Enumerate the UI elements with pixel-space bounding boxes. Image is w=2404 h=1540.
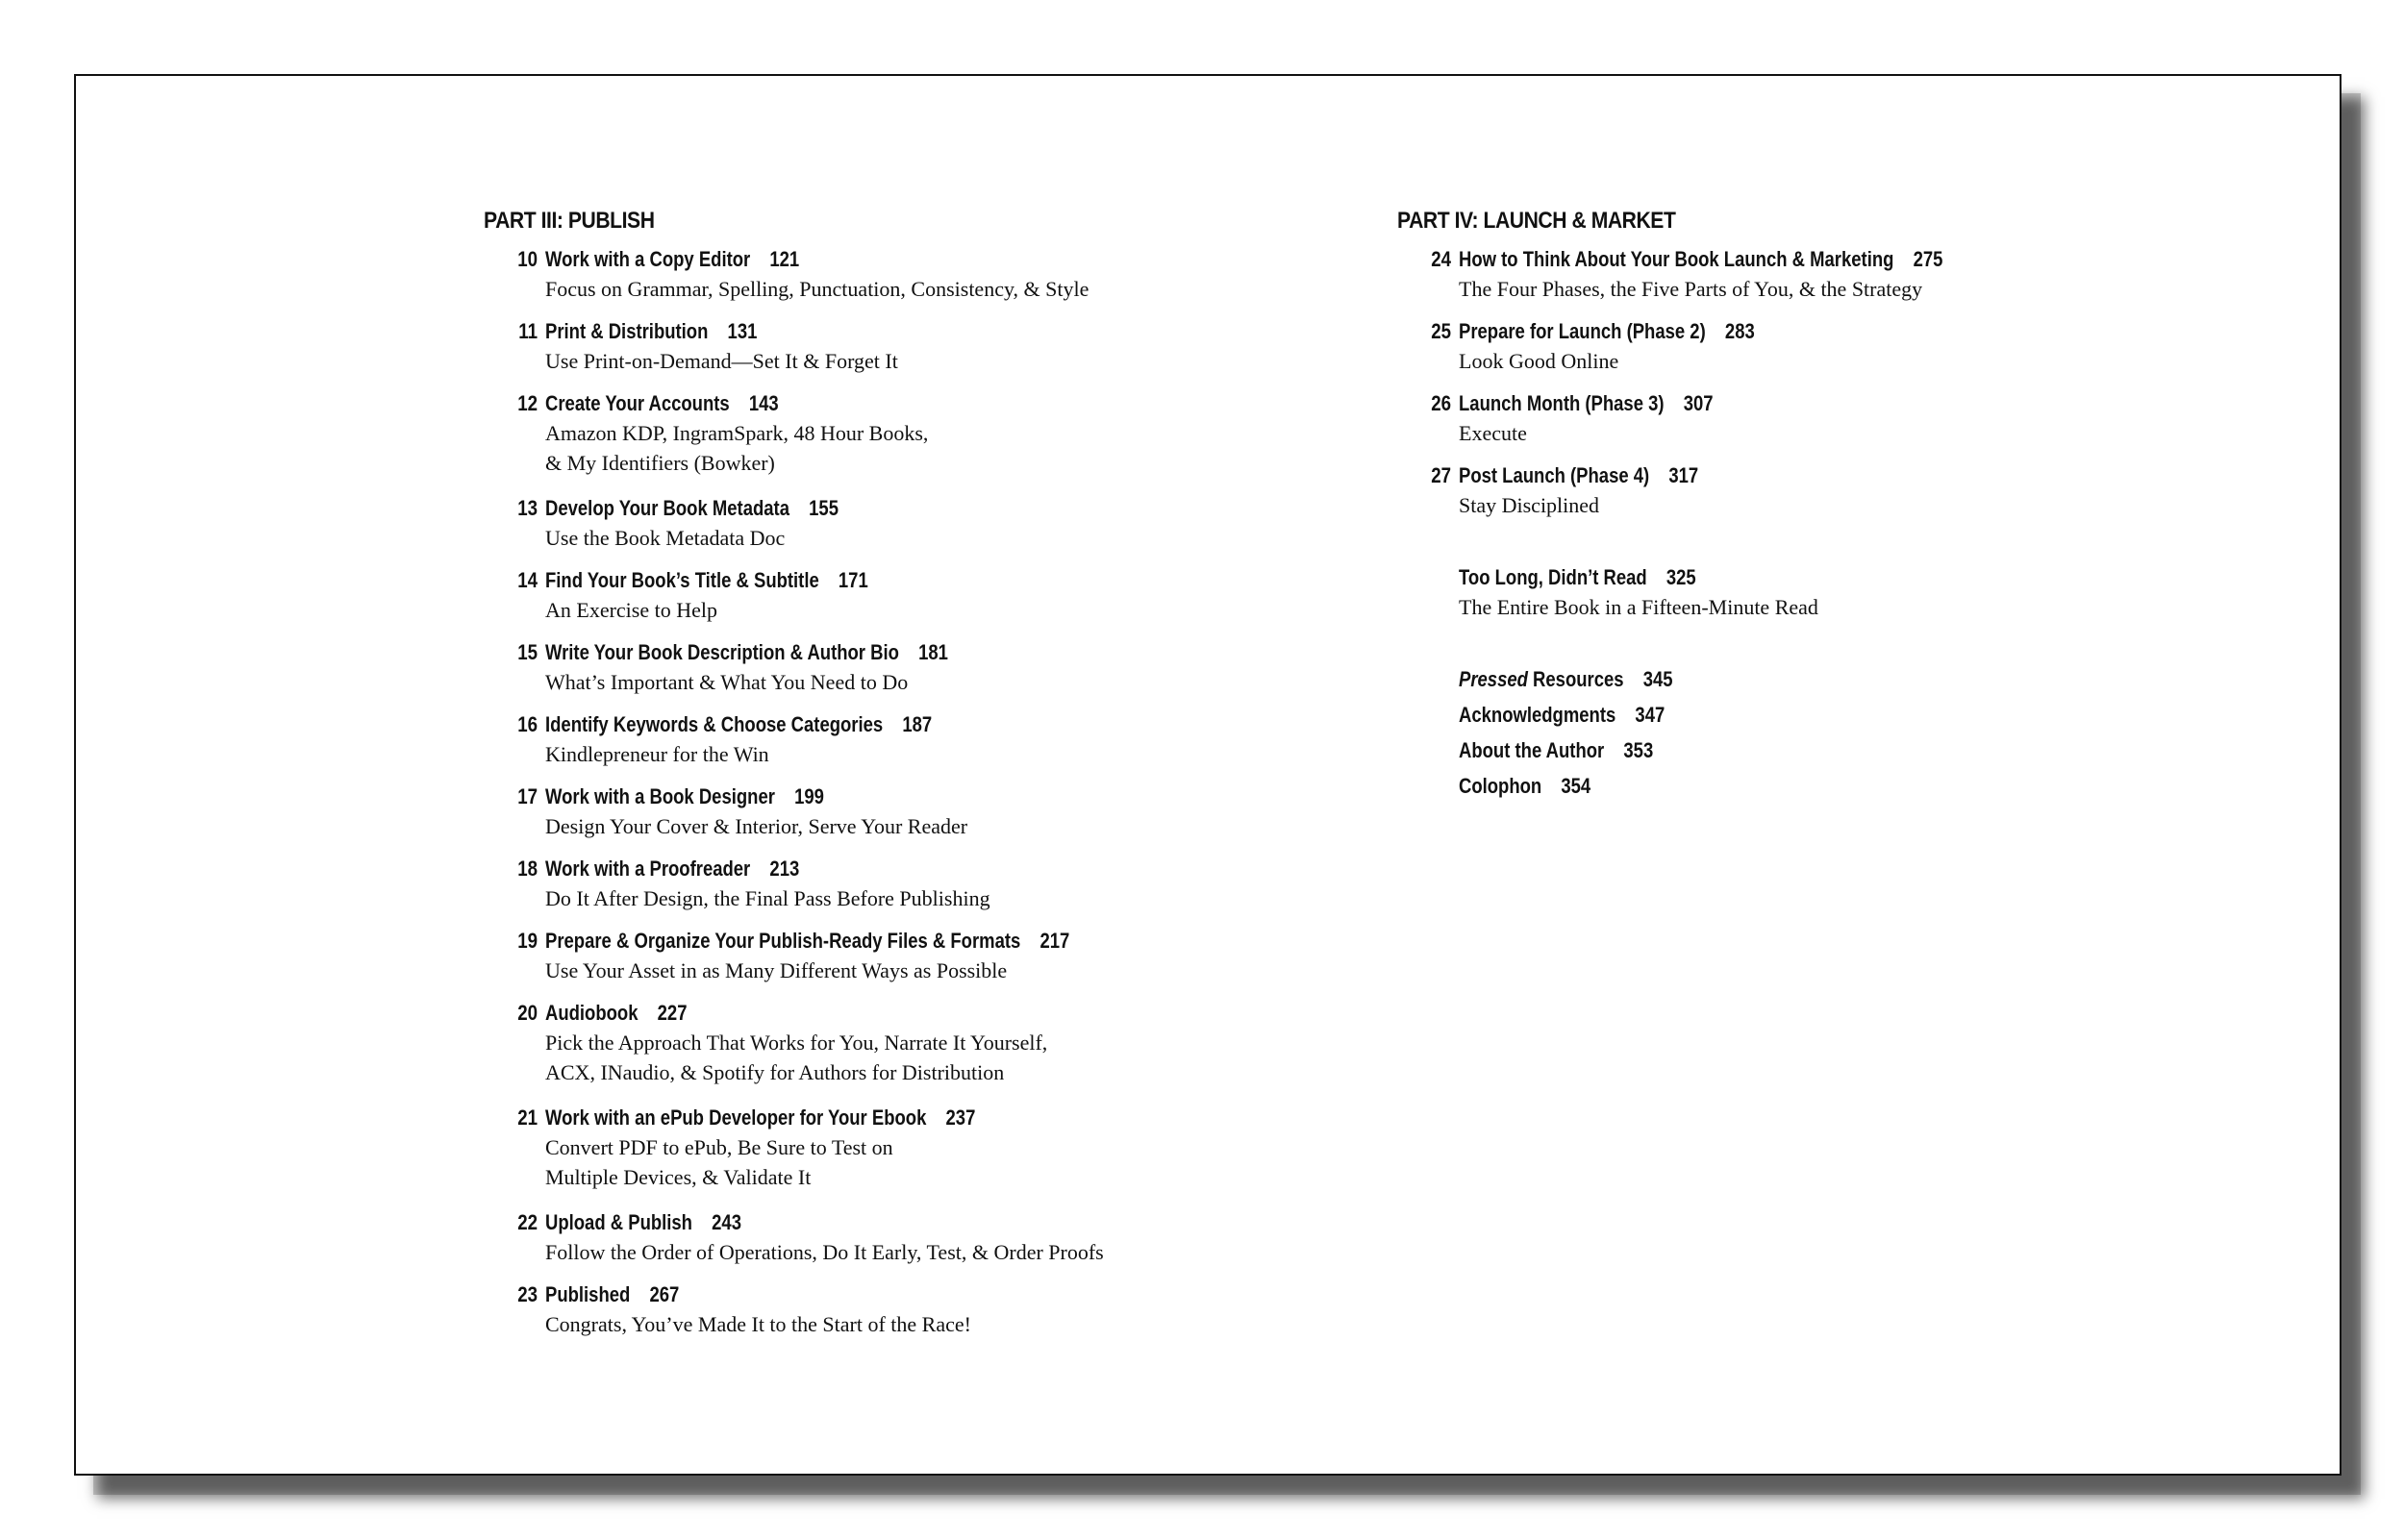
- toc-entry-number: 12: [517, 391, 538, 415]
- toc-entry-page: 213: [769, 857, 800, 881]
- toc-entry-page: 267: [649, 1282, 680, 1306]
- toc-entry-page: 317: [1668, 463, 1699, 487]
- toc-entry-page: 199: [794, 784, 824, 808]
- toc-entry-title: Develop Your Book Metadata: [545, 496, 789, 520]
- toc-entry-subtitle: Multiple Devices, & Validate It: [545, 1165, 812, 1189]
- toc-entry-title: Launch Month (Phase 3): [1459, 391, 1665, 415]
- part-heading: PART IV: LAUNCH & MARKET: [1397, 208, 1676, 234]
- toc-entry-page: 187: [902, 712, 933, 736]
- toc-entry-subtitle: Focus on Grammar, Spelling, Punctuation, Consistency, & Style: [545, 277, 1089, 301]
- toc-entry-subtitle: An Exercise to Help: [545, 598, 717, 622]
- toc-entry-number: 16: [517, 712, 538, 736]
- toc-entry-title: Work with a Copy Editor: [545, 247, 751, 271]
- toc-entry-subtitle: Use the Book Metadata Doc: [545, 526, 786, 550]
- toc-entry[interactable]: [484, 637, 1176, 697]
- toc-entry-title-text: About the Author: [1459, 738, 1605, 762]
- toc-entry-subtitle: ACX, INaudio, & Spotify for Authors for Distribution: [545, 1060, 1005, 1084]
- toc-entry-number: 24: [1431, 247, 1451, 271]
- toc-entry-list: [1397, 244, 2090, 520]
- toc-part-3: [484, 208, 1176, 1352]
- toc-entry-subtitle: Kindlepreneur for the Win: [545, 742, 769, 766]
- toc-entry[interactable]: [484, 782, 1176, 841]
- toc-entry-number: 10: [517, 247, 538, 271]
- toc-entry[interactable]: [484, 1279, 1176, 1339]
- toc-entry-page: 155: [809, 496, 839, 520]
- toc-entry-number: 23: [517, 1282, 538, 1306]
- toc-entry-page: 131: [727, 319, 758, 343]
- toc-entry-page: 227: [657, 1001, 688, 1025]
- toc-entry[interactable]: [484, 998, 1176, 1087]
- toc-entry-subtitle: Convert PDF to ePub, Be Sure to Test on: [545, 1135, 893, 1159]
- toc-entry[interactable]: [484, 854, 1176, 913]
- back-matter-entry[interactable]: [1397, 700, 2090, 730]
- toc-entry-number: 25: [1431, 319, 1451, 343]
- toc-entry-number: 26: [1431, 391, 1451, 415]
- toc-entry-title-italic: Pressed: [1459, 667, 1528, 691]
- toc-entry-subtitle: Follow the Order of Operations, Do It Early, Test, & Order Proofs: [545, 1240, 1104, 1264]
- toc-entry-title: Find Your Book’s Title & Subtitle: [545, 568, 819, 592]
- toc-entry-page: 143: [748, 391, 779, 415]
- toc-entry-title: Work with a Book Designer: [545, 784, 775, 808]
- toc-entry-subtitle: & My Identifiers (Bowker): [545, 451, 775, 475]
- toc-entry-title: Prepare for Launch (Phase 2): [1459, 319, 1706, 343]
- toc-entry-page: 345: [1642, 667, 1673, 691]
- toc-entry-page: 121: [769, 247, 800, 271]
- toc-entry[interactable]: [484, 493, 1176, 553]
- toc-entry-number: 17: [517, 784, 538, 808]
- toc-entry-title: Upload & Publish: [545, 1210, 692, 1234]
- toc-entry-title: Work with an ePub Developer for Your Ebook: [545, 1105, 927, 1130]
- toc-entry-page: 171: [838, 568, 868, 592]
- toc-entry[interactable]: [1397, 388, 2090, 448]
- toc-entry-page: 353: [1623, 738, 1654, 762]
- toc-entry[interactable]: [484, 244, 1176, 304]
- toc-entry-title: Post Launch (Phase 4): [1459, 463, 1650, 487]
- toc-entry-title: Work with a Proofreader: [545, 857, 751, 881]
- toc-entry-subtitle: Amazon KDP, IngramSpark, 48 Hour Books,: [545, 421, 929, 445]
- toc-entry-subtitle: Execute: [1459, 421, 1527, 445]
- toc-entry-subtitle: Stay Disciplined: [1459, 493, 1600, 517]
- toc-entry-list: [484, 244, 1176, 1339]
- toc-entry-page: 354: [1561, 774, 1591, 798]
- back-matter-entry[interactable]: [1397, 735, 2090, 765]
- toc-entry-title: Create Your Accounts: [545, 391, 730, 415]
- toc-entry-subtitle: The Entire Book in a Fifteen-Minute Read: [1459, 595, 1818, 619]
- toc-entry-subtitle: What’s Important & What You Need to Do: [545, 670, 909, 694]
- toc-entry[interactable]: [484, 1103, 1176, 1192]
- toc-entry-title: Too Long, Didn’t Read: [1459, 565, 1647, 589]
- toc-entry[interactable]: [484, 565, 1176, 625]
- toc-entry-title: Print & Distribution: [545, 319, 709, 343]
- toc-entry-subtitle: The Four Phases, the Five Parts of You, & the Strategy: [1459, 277, 1923, 301]
- toc-entry-tldr[interactable]: [1397, 562, 2090, 622]
- toc-entry-title: [1459, 667, 1624, 691]
- toc-entry-number: 14: [517, 568, 538, 592]
- toc-entry-subtitle: Use Print-on-Demand—Set It & Forget It: [545, 349, 898, 373]
- toc-entry-subtitle: Design Your Cover & Interior, Serve Your Reader: [545, 814, 968, 838]
- toc-entry-number: 19: [517, 929, 538, 953]
- toc-entry[interactable]: [484, 926, 1176, 985]
- toc-entry-number: 15: [517, 640, 538, 664]
- toc-entry[interactable]: [1397, 244, 2090, 304]
- toc-entry-number: 13: [517, 496, 538, 520]
- toc-entry-title-text: Resources: [1527, 667, 1624, 691]
- toc-entry-page: 275: [1913, 247, 1943, 271]
- toc-entry-title-text: Acknowledgments: [1459, 703, 1616, 727]
- toc-entry-title: Prepare & Organize Your Publish-Ready Files & Formats: [545, 929, 1021, 953]
- toc-part-4: [1397, 208, 2090, 807]
- toc-entry-title: How to Think About Your Book Launch & Marketing: [1459, 247, 1894, 271]
- toc-entry[interactable]: [484, 388, 1176, 478]
- toc-entry-subtitle: Use Your Asset in as Many Different Ways as Possible: [545, 958, 1008, 982]
- toc-entry-title: Write Your Book Description & Author Bio: [545, 640, 899, 664]
- toc-entry[interactable]: [1397, 316, 2090, 376]
- toc-entry-title-text: Colophon: [1459, 774, 1542, 798]
- toc-entry-number: 11: [518, 319, 538, 343]
- toc-entry[interactable]: [484, 1207, 1176, 1267]
- toc-entry[interactable]: [484, 316, 1176, 376]
- toc-entry-page: 307: [1683, 391, 1714, 415]
- toc-entry-title: Identify Keywords & Choose Categories: [545, 712, 884, 736]
- toc-entry-number: 18: [517, 857, 538, 881]
- toc-entry-subtitle: Pick the Approach That Works for You, Narrate It Yourself,: [545, 1031, 1048, 1055]
- toc-entry-title: Published: [545, 1282, 631, 1306]
- back-matter-entry[interactable]: [1397, 771, 2090, 801]
- toc-entry-subtitle: Look Good Online: [1459, 349, 1619, 373]
- toc-entry-page: 325: [1665, 565, 1696, 589]
- toc-entry-subtitle: Congrats, You’ve Made It to the Start of the Race!: [545, 1312, 971, 1336]
- toc-entry-page: 283: [1724, 319, 1755, 343]
- back-matter-entry[interactable]: [1397, 664, 2090, 694]
- toc-entry[interactable]: [1397, 460, 2090, 520]
- toc-entry-title: [1459, 774, 1541, 798]
- toc-entry-page: 347: [1635, 703, 1665, 727]
- toc-entry-page: 237: [945, 1105, 976, 1130]
- toc-entry-page: 217: [1039, 929, 1070, 953]
- part-heading: PART III: PUBLISH: [484, 208, 655, 234]
- toc-entry-title: Audiobook: [545, 1001, 639, 1025]
- toc-entry-title: [1459, 703, 1615, 727]
- back-matter-list: [1397, 664, 2090, 801]
- toc-entry-number: 22: [517, 1210, 538, 1234]
- toc-entry-page: 181: [918, 640, 948, 664]
- toc-entry-number: 20: [517, 1001, 538, 1025]
- toc-entry[interactable]: [484, 709, 1176, 769]
- toc-entry-subtitle: Do It After Design, the Final Pass Before Publishing: [545, 886, 990, 910]
- toc-entry-number: 21: [517, 1105, 538, 1130]
- toc-entry-number: 27: [1431, 463, 1451, 487]
- toc-entry-page: 243: [712, 1210, 741, 1234]
- toc-entry-title: [1459, 738, 1604, 762]
- book-spread: [74, 74, 2341, 1476]
